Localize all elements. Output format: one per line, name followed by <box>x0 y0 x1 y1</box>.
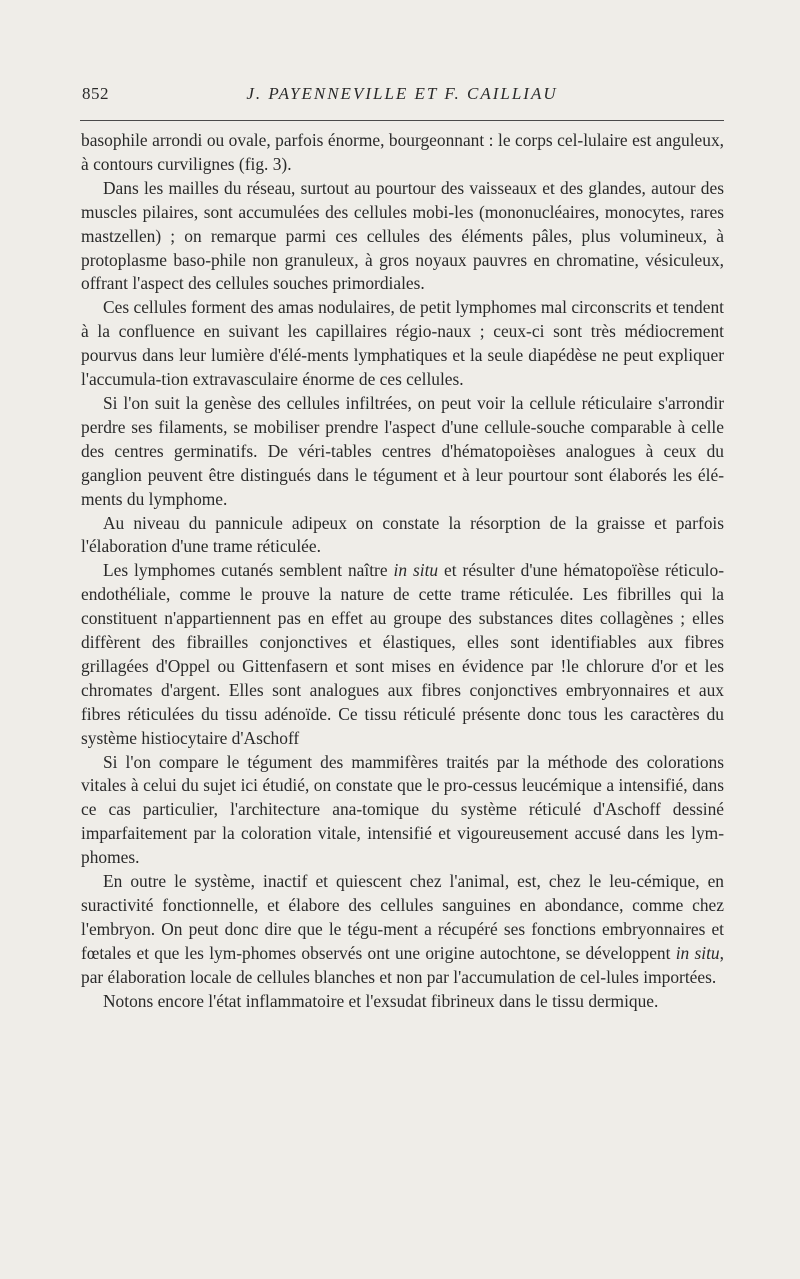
paragraph-1: basophile arrondi ou ovale, parfois énorme, bourgeonnant : le corps cel-lulaire est anguleux, à contours curvilignes (fig. 3). <box>81 130 724 174</box>
paragraph-6-text-before: Les lymphomes cutanés semblent naître <box>103 560 394 581</box>
page-header <box>82 84 722 110</box>
header-rule <box>80 120 724 121</box>
paragraph-5: Au niveau du pannicule adipeux on constate la résorption de la graisse et parfois l'élaboration d'une trame réticulée. <box>81 512 724 557</box>
page-number: 852 <box>82 84 109 103</box>
paragraph-4: Si l'on suit la genèse des cellules infiltrées, on peut voir la cellule réticulaire s'arrondir perdre ses filaments, se mobiliser prendre l'aspect d'une cellule-souche comparable à celle des centres germinatifs. De véri-tables centres d'hématopoièses analogues à ceux du ganglion peuvent être distingués dans le tégument et à leur pourtour sont élaborés les élé-ments du lymphome. <box>81 392 724 509</box>
paragraph-3: Ces cellules forment des amas nodulaires, de petit lymphomes mal circonscrits et tendent à la confluence en suivant les capillaires régio-naux ; ceux-ci sont très médiocrement pourvus dans leur lumière d'élé-ments lymphatiques et la seule diapédèse ne peut expliquer l'accumula-tion extravasculaire énorme de ces cellules. <box>81 297 724 390</box>
paragraph-7: Si l'on compare le tégument des mammifères traités par la méthode des colorations vitales à celui du sujet ici étudié, on constate que le pro-cessus leucémique a intensifié, dans ce cas particulier, l'architecture ana-tomique du système réticulé d'Aschoff dessiné imparfaitement par la coloration vitale, intensifié et vigoureusement accusé dans les lym-phomes. <box>81 751 724 868</box>
paragraph-6 <box>81 559 724 750</box>
paragraph-6-text-after: et résulter d'une hématopoïèse réticulo-endothéliale, comme le prouve la nature de cette trame réticulée. Les fibrilles qui la constituent n'appartiennent pas en effet au groupe des substances dites collagènes ; elles diffèrent des fibrailles conjonctives et élastiques, elles sont identifiables aux fibres grillagées d'Oppel ou Gittenfasern et sont mises en évidence par !le chlorure d'or et les chromates d'argent. Elles sont analogues aux fibres conjonctives embryonnaires et aux fibres réticulées du tissu adénoïde. Ce tissu réticulé présente donc tous les caractères du système histiocytaire d'Aschoff <box>81 560 724 748</box>
running-head: J. PAYENNEVILLE ET F. CAILLIAU <box>246 84 558 103</box>
paragraph-8-text-after: , par élaboration locale de cellules blanches et non par l'accumulation de cel-lules importées. <box>81 942 724 987</box>
paragraph-8-italic-term: in situ <box>675 942 720 963</box>
paragraph-6-italic-term: in situ <box>393 560 439 581</box>
paragraph-8 <box>81 870 724 990</box>
paragraph-8-text-before: En outre le système, inactif et quiescent chez l'animal, est, chez le leu-cémique, en suractivité fonctionnelle, et élabore des cellules sanguines en abondance, comme chez l'embryon. On peut donc dire que le tégu-ment a récupéré ses fonctions embryonnaires et fœtales et que les lym-phomes observés ont une origine autochtone, se développent <box>81 871 724 963</box>
body-text <box>81 129 724 1014</box>
paragraph-2: Dans les mailles du réseau, surtout au pourtour des vaisseaux et des glandes, autour des muscles pilaires, sont accumulées des cellules mobi-les (mononucléaires, monocytes, rares mastzellen) ; on remarque parmi ces cellules des éléments pâles, plus volumineux, à protoplasme baso-phile non granuleux, à gros noyaux pauvres en chromatine, vésiculeux, offrant l'aspect des cellules souches primordiales. <box>81 177 724 294</box>
paragraph-9: Notons encore l'état inflammatoire et l'exsudat fibrineux dans le tissu dermique. <box>103 990 659 1011</box>
